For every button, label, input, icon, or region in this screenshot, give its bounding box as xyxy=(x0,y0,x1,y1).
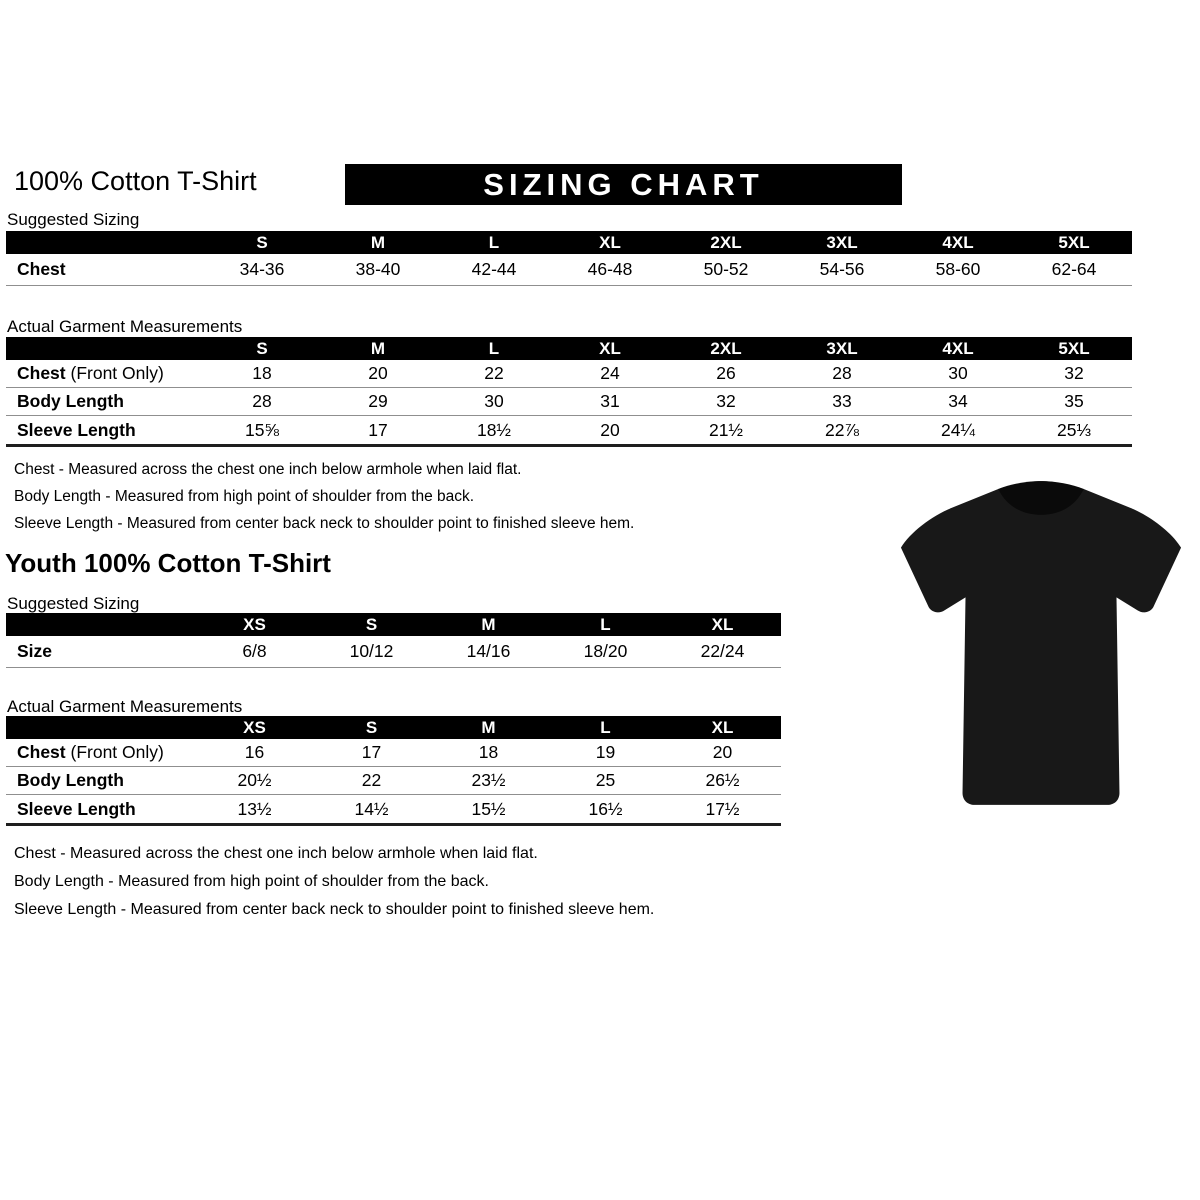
size-col-header: S xyxy=(256,232,268,252)
youth-suggested-table xyxy=(6,613,781,668)
measurement-cell: 17 xyxy=(361,742,382,762)
measurement-cell: 32 xyxy=(716,391,736,411)
tshirt-image xyxy=(892,474,1190,814)
row-label: Size xyxy=(17,641,53,661)
measurement-cell: 20 xyxy=(368,363,388,383)
adult-actual-measurements-label: Actual Garment Measurements xyxy=(7,317,243,336)
measurement-cell: 24 xyxy=(600,363,620,383)
youth-actual-measurements-label: Actual Garment Measurements xyxy=(7,697,243,716)
sizing-chart-banner: SIZING CHART xyxy=(345,164,902,205)
size-col-header: 4XL xyxy=(942,338,974,358)
adult-measurement-notes xyxy=(14,461,634,542)
size-col-header: 3XL xyxy=(826,232,858,252)
size-col-header: S xyxy=(365,614,378,634)
table-row-size xyxy=(6,636,781,668)
measurement-cell: 15⅝ xyxy=(244,419,280,440)
row-label-text: Chest xyxy=(17,742,66,762)
adult-actual-header-row xyxy=(6,337,1132,360)
youth-suggested-sizing-label: Suggested Sizing xyxy=(7,594,140,613)
note-sleeve-length: Sleeve Length - Measured from center back neck to shoulder point to finished sleeve hem. xyxy=(14,901,655,918)
youth-actual-header-row xyxy=(6,716,781,739)
measurement-cell: 24¼ xyxy=(940,419,976,440)
measurement-cell: 22 xyxy=(361,770,382,790)
measurement-cell: 22 xyxy=(484,363,504,383)
size-col-header: XL xyxy=(599,338,621,358)
size-col-header: M xyxy=(481,717,496,737)
size-col-header: L xyxy=(600,614,611,634)
note-body-length: Body Length - Measured from high point of shoulder from the back. xyxy=(14,488,475,505)
row-label: Sleeve Length xyxy=(17,419,136,440)
size-col-header: 5XL xyxy=(1058,338,1090,358)
size-col-header: 2XL xyxy=(710,338,742,358)
measurement-cell: 20 xyxy=(600,419,620,440)
measurement-cell: 38-40 xyxy=(355,259,401,279)
youth-measurement-notes xyxy=(14,845,654,929)
page-title: 100% Cotton T-Shirt xyxy=(14,166,257,196)
size-col-header: 2XL xyxy=(710,232,742,252)
measurement-cell: 34 xyxy=(948,391,968,411)
size-col-header: XL xyxy=(599,232,621,252)
row-label: Sleeve Length xyxy=(17,798,136,819)
measurement-cell: 18 xyxy=(478,742,499,762)
size-col-header: M xyxy=(370,338,386,358)
adult-suggested-header-row xyxy=(6,231,1132,254)
youth-actual-table xyxy=(6,716,781,826)
row-label-text: Chest xyxy=(17,363,66,383)
measurement-cell: 29 xyxy=(368,391,388,411)
measurement-cell: 21½ xyxy=(708,419,744,440)
adult-suggested-table xyxy=(6,231,1132,286)
measurement-cell: 16½ xyxy=(588,798,623,819)
measurement-cell: 18/20 xyxy=(583,641,628,661)
tshirt-body xyxy=(901,481,1181,805)
measurement-cell: 23½ xyxy=(471,770,506,790)
note-chest: Chest - Measured across the chest one inch below armhole when laid flat. xyxy=(14,461,522,478)
table-row-body-length xyxy=(6,388,1132,416)
youth-title: Youth 100% Cotton T-Shirt xyxy=(5,548,331,578)
row-label: Body Length xyxy=(17,391,124,411)
note-sleeve-length: Sleeve Length - Measured from center back neck to shoulder point to finished sleeve hem. xyxy=(14,515,635,532)
measurement-cell: 15½ xyxy=(471,798,506,819)
measurement-cell: 14/16 xyxy=(466,641,511,661)
adult-suggested-sizing-label: Suggested Sizing xyxy=(7,210,140,229)
measurement-cell: 18½ xyxy=(476,419,512,440)
size-col-header: 4XL xyxy=(942,232,974,252)
size-col-header: M xyxy=(370,232,386,252)
row-label: Body Length xyxy=(17,770,124,790)
measurement-cell: 17½ xyxy=(705,798,740,819)
measurement-cell: 28 xyxy=(252,391,272,411)
adult-actual-table xyxy=(6,337,1132,447)
row-label: Chest xyxy=(17,259,66,279)
size-col-header: S xyxy=(365,717,378,737)
size-col-header: M xyxy=(481,614,496,634)
measurement-cell: 25 xyxy=(595,770,616,790)
size-col-header: L xyxy=(488,232,500,252)
measurement-cell: 46-48 xyxy=(587,259,633,279)
measurement-cell: 19 xyxy=(595,742,616,762)
measurement-cell: 34-36 xyxy=(239,259,285,279)
measurement-cell: 58-60 xyxy=(935,259,981,279)
measurement-cell: 16 xyxy=(244,742,265,762)
measurement-cell: 30 xyxy=(484,391,504,411)
table-row-body-length xyxy=(6,767,781,795)
table-row-sleeve-length xyxy=(6,416,1132,444)
measurement-cell: 18 xyxy=(252,363,272,383)
table-row-sleeve-length xyxy=(6,795,781,823)
measurement-cell: 13½ xyxy=(237,798,272,819)
measurement-cell: 14½ xyxy=(354,798,389,819)
measurement-cell: 20 xyxy=(712,742,733,762)
row-label-suffix: (Front Only) xyxy=(70,742,164,762)
measurement-cell: 62-64 xyxy=(1051,259,1097,279)
tshirt-graphic xyxy=(892,474,1190,814)
note-body-length: Body Length - Measured from high point of shoulder from the back. xyxy=(14,873,489,890)
measurement-cell: 10/12 xyxy=(349,641,394,661)
row-label xyxy=(6,742,196,763)
measurement-cell: 22⅞ xyxy=(824,419,860,440)
measurement-cell: 32 xyxy=(1064,363,1084,383)
measurement-cell: 26½ xyxy=(705,770,740,790)
table-row-chest xyxy=(6,254,1132,286)
size-col-header: L xyxy=(488,338,500,358)
size-col-header: 3XL xyxy=(826,338,858,358)
row-label xyxy=(6,363,204,384)
measurement-cell: 35 xyxy=(1064,391,1084,411)
table-row-chest-front-only xyxy=(6,360,1132,388)
row-label-suffix: (Front Only) xyxy=(70,363,164,383)
size-col-header: XS xyxy=(243,614,266,634)
measurement-cell: 26 xyxy=(716,363,736,383)
measurement-cell: 50-52 xyxy=(703,259,749,279)
measurement-cell: 25⅓ xyxy=(1056,419,1092,440)
table-row-chest-front-only xyxy=(6,739,781,767)
youth-suggested-header-row xyxy=(6,613,781,636)
measurement-cell: 33 xyxy=(832,391,852,411)
size-col-header: 5XL xyxy=(1058,232,1090,252)
measurement-cell: 6/8 xyxy=(242,641,267,661)
measurement-cell: 17 xyxy=(368,419,388,440)
measurement-cell: 54-56 xyxy=(819,259,865,279)
measurement-cell: 28 xyxy=(832,363,852,383)
size-col-header: XL xyxy=(711,614,734,634)
size-col-header: XS xyxy=(243,717,266,737)
measurement-cell: 22/24 xyxy=(700,641,745,661)
size-col-header: S xyxy=(256,338,268,358)
measurement-cell: 42-44 xyxy=(471,259,517,279)
size-col-header: L xyxy=(600,717,611,737)
measurement-cell: 20½ xyxy=(237,770,272,790)
size-col-header: XL xyxy=(711,717,734,737)
measurement-cell: 31 xyxy=(600,391,620,411)
note-chest: Chest - Measured across the chest one inch below armhole when laid flat. xyxy=(14,845,538,862)
measurement-cell: 30 xyxy=(948,363,968,383)
